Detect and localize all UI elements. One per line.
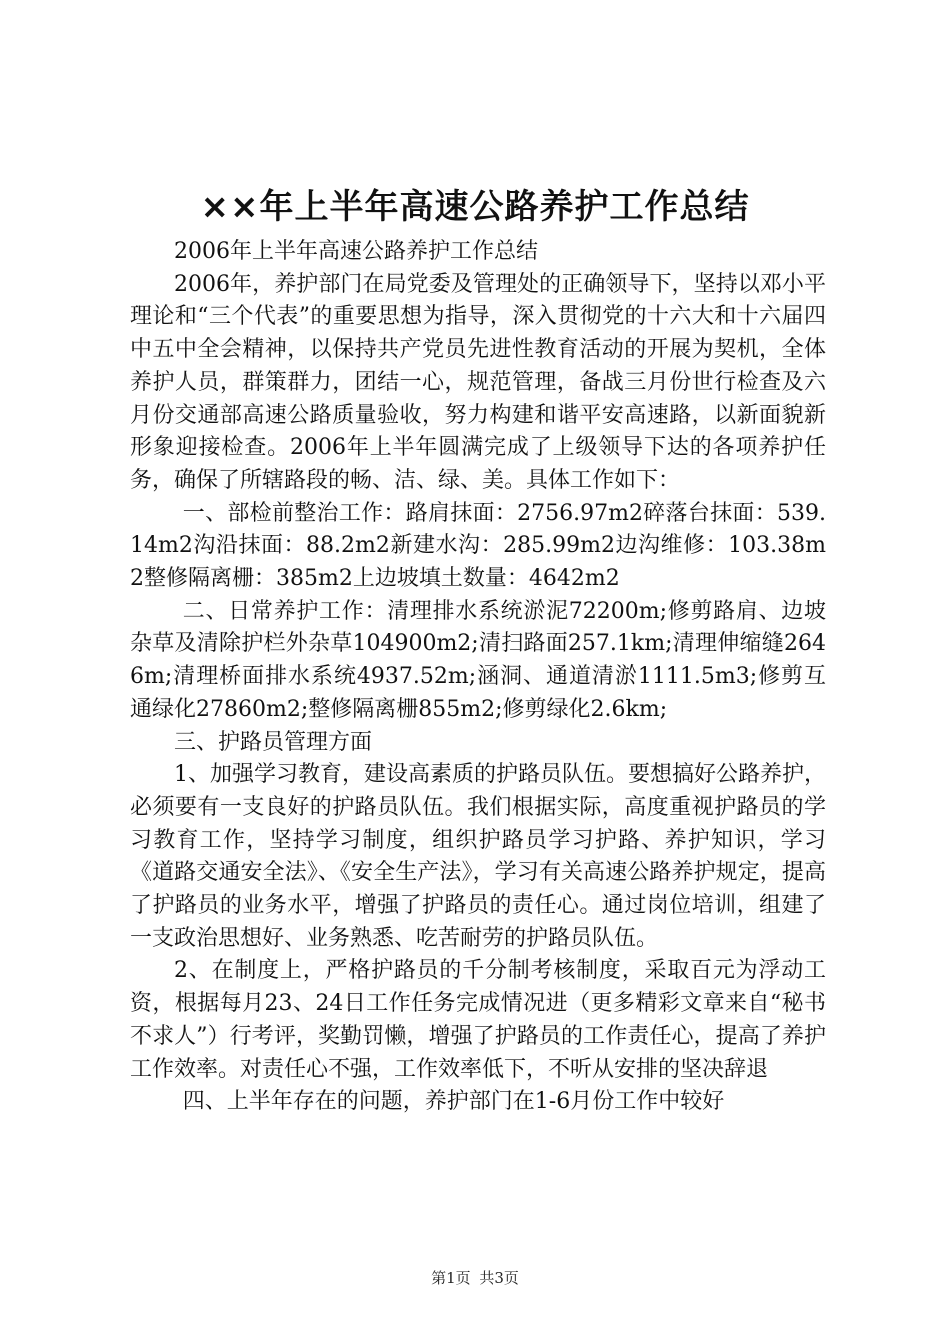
section-3-item-1-paragraph: 1、加强学习教育，建设高素质的护路员队伍。要想搞好公路养护，必须要有一支良好的护路员队伍。我们根据实际，高度重视护路员的学习教育工作，坚持学习制度，组织护路员学习护路、养护知识，学习《道路交通安全法》、《安全生产法》，学习有关高速公路养护规定，提高了护路员的业务水平，增强了护路员的责任心。通过岗位培训，组建了一支政治思想好、业务熟悉、吃苦耐劳的护路员队伍。 [130, 762, 826, 951]
page-number: 第1页 [431, 1269, 471, 1287]
section-3-heading: 三、护路员管理方面 [174, 729, 373, 755]
subtitle-paragraph: 2006年上半年高速公路养护工作总结 [174, 239, 538, 264]
section-1-paragraph: 一、部检前整治工作：路肩抹面：2756.97m2碎落台抹面：539.14m2沟沿抹面：88.2m2新建水沟：285.99m2边沟维修：103.38m2整修隔离栅：385m2上边坡填土数量：4642m2 [130, 500, 826, 592]
intro-paragraph: 2006年，养护部门在局党委及管理处的正确领导下，坚持以邓小平理论和“三个代表”的重要思想为指导，深入贯彻党的十六大和十六届四中五中全会精神，以保持共产党员先进性教育活动的开展为契机，全体养护人员，群策群力，团结一心，规范管理，备战三月份世行检查及六月份交通部高速公路质量验收，努力构建和谐平安高速路，以新面貌新形象迎接检查。2006年上半年圆满完成了上级领导下达的各项养护任务，确保了所辖路段的畅、洁、绿、美。具体工作如下： [130, 271, 826, 493]
section-2-paragraph: 二、日常养护工作：清理排水系统淤泥72200m;修剪路肩、边坡杂草及清除护栏外杂草104900m2;清扫路面257.1km;清理伸缩缝2646m;清理桥面排水系统4937.52m;涵洞、通道清淤1111.5m3;修剪互通绿化27860m2;整修隔离栅855m2;修剪绿化2.6km; [130, 598, 826, 722]
section-3-item-2-paragraph: 2、在制度上，严格护路员的千分制考核制度，采取百元为浮动工资，根据每月23、24日工作任务完成情况进（更多精彩文章来自“秘书不求人”）行考评，奖勤罚懒，增强了护路员的工作责任心，提高了养护工作效率。对责任心不强，工作效率低下，不听从安排的坚决辞退 [130, 958, 826, 1082]
page-footer [0, 1268, 950, 1288]
document-body [130, 236, 826, 1119]
document-title: ××年上半年高速公路养护工作总结 [200, 187, 750, 227]
section-4-paragraph: 四、上半年存在的问题，养护部门在1-6月份工作中较好 [182, 1089, 725, 1115]
page-total: 共3页 [479, 1269, 519, 1287]
